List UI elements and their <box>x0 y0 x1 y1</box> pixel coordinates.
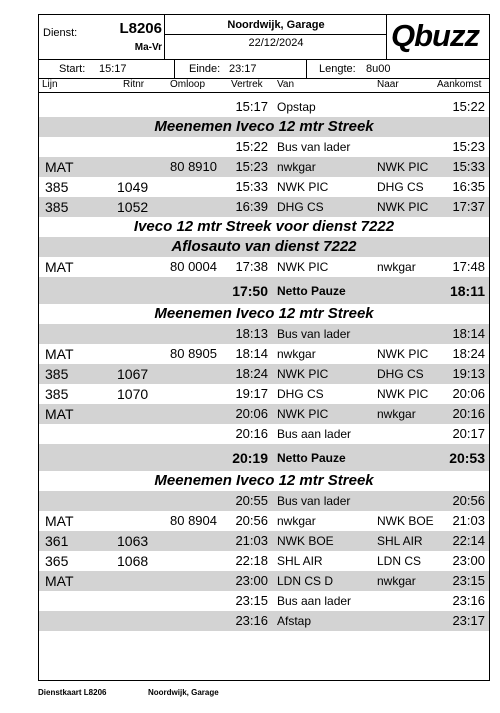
lijn-cell: MAT <box>45 259 74 275</box>
vertrek-time: 22:18 <box>235 553 268 568</box>
activity-label: Bus aan lader <box>277 427 352 441</box>
van-cell: DHG CS <box>277 387 324 401</box>
naar-cell: SHL AIR <box>377 534 423 548</box>
column-headers <box>39 79 489 92</box>
omloop-cell: 80 8905 <box>170 346 217 361</box>
aankomst-time: 18:11 <box>449 283 485 299</box>
location-name: Noordwijk, Garage <box>165 17 387 35</box>
dienst-days: Ma-Vr <box>134 42 162 53</box>
omloop-cell: 80 0004 <box>170 259 217 274</box>
col-lijn: Lijn <box>42 79 58 90</box>
vertrek-time: 15:22 <box>235 139 268 154</box>
duty-row <box>39 531 489 551</box>
aankomst-time: 17:37 <box>452 199 485 214</box>
col-ritnr: Ritnr <box>123 79 145 90</box>
aankomst-time: 16:35 <box>452 179 485 194</box>
vertrek-time: 21:03 <box>235 533 268 548</box>
van-cell: nwkgar <box>277 160 316 174</box>
duty-row <box>39 257 489 277</box>
lijn-cell: 361 <box>45 533 69 549</box>
duty-header <box>39 15 489 59</box>
omloop-cell: 80 8910 <box>170 159 217 174</box>
aankomst-time: 20:16 <box>452 406 485 421</box>
lijn-cell: 365 <box>45 553 69 569</box>
aankomst-time: 23:00 <box>452 553 485 568</box>
pause-row <box>39 444 489 471</box>
duty-row <box>39 611 489 631</box>
ritnr-cell: 1052 <box>117 199 149 215</box>
activity-label: Bus van lader <box>277 494 351 508</box>
vertrek-time: 17:38 <box>235 259 268 274</box>
duty-row <box>39 511 489 531</box>
van-cell: LDN CS D <box>277 574 334 588</box>
aankomst-time: 17:48 <box>452 259 485 274</box>
van-cell: NWK PIC <box>277 180 329 194</box>
naar-cell: NWK BOE <box>377 514 434 528</box>
times-bar <box>39 60 489 78</box>
duty-row <box>39 591 489 611</box>
lijn-cell: MAT <box>45 406 74 422</box>
duty-row <box>39 384 489 404</box>
aankomst-time: 23:15 <box>452 573 485 588</box>
aankomst-time: 15:22 <box>452 99 485 114</box>
section-title-row: Meenemen Iveco 12 mtr Streek <box>154 305 374 322</box>
vertrek-time: 15:17 <box>235 99 268 114</box>
ritnr-cell: 1070 <box>117 386 149 402</box>
van-cell: nwkgar <box>277 514 316 528</box>
col-vertrek: Vertrek <box>231 79 263 90</box>
naar-cell: DHG CS <box>377 367 424 381</box>
lijn-cell: MAT <box>45 346 74 362</box>
aankomst-time: 15:33 <box>452 159 485 174</box>
van-cell: DHG CS <box>277 200 324 214</box>
section-title-row: Iveco 12 mtr Streek voor dienst 7222 <box>133 218 395 235</box>
vertrek-time: 17:50 <box>232 283 268 299</box>
activity-label: Opstap <box>277 100 316 114</box>
vertrek-time: 23:16 <box>235 613 268 628</box>
duty-row <box>39 344 489 364</box>
duty-rows <box>39 97 489 631</box>
qbuzz-logo: Qbuzz <box>391 18 479 53</box>
aankomst-time: 20:17 <box>452 426 485 441</box>
footer-location: Noordwijk, Garage <box>148 688 219 697</box>
aankomst-time: 21:03 <box>452 513 485 528</box>
ritnr-cell: 1063 <box>117 533 149 549</box>
duty-card <box>38 14 490 681</box>
duty-row <box>39 364 489 384</box>
vertrek-time: 20:55 <box>235 493 268 508</box>
duty-row <box>39 551 489 571</box>
col-naar: Naar <box>377 79 399 90</box>
naar-cell: nwkgar <box>377 407 416 421</box>
duty-date: 22/12/2024 <box>248 37 304 49</box>
start-label: Start: <box>59 63 86 75</box>
ritnr-cell: 1067 <box>117 366 149 382</box>
section-title-row: Meenemen Iveco 12 mtr Streek <box>154 472 374 489</box>
vertrek-time: 20:16 <box>235 426 268 441</box>
vertrek-time: 23:15 <box>235 593 268 608</box>
duty-row <box>39 424 489 444</box>
aankomst-time: 18:14 <box>452 326 485 341</box>
aankomst-time: 19:13 <box>452 366 485 381</box>
duty-row <box>39 177 489 197</box>
lijn-cell: 385 <box>45 386 69 402</box>
aankomst-time: 20:53 <box>449 450 485 466</box>
divider <box>174 60 175 78</box>
einde-label: Einde: <box>189 63 221 75</box>
naar-cell: nwkgar <box>377 574 416 588</box>
lijn-cell: MAT <box>45 573 74 589</box>
vertrek-time: 20:06 <box>235 406 268 421</box>
vertrek-time: 19:17 <box>235 386 268 401</box>
divider <box>306 60 307 78</box>
pause-label: Netto Pauze <box>277 284 346 298</box>
lijn-cell: 385 <box>45 366 69 382</box>
naar-cell: DHG CS <box>377 180 424 194</box>
naar-cell: nwkgar <box>377 260 416 274</box>
aankomst-time: 20:56 <box>452 493 485 508</box>
lengte-label: Lengte: <box>319 63 356 75</box>
omloop-cell: 80 8904 <box>170 513 217 528</box>
van-cell: NWK PIC <box>277 367 329 381</box>
vertrek-time: 15:23 <box>235 159 268 174</box>
naar-cell: LDN CS <box>377 554 422 568</box>
lengte-value: 8u00 <box>366 63 391 75</box>
naar-cell: NWK PIC <box>377 200 429 214</box>
vertrek-time: 20:19 <box>232 450 268 466</box>
duty-row <box>39 491 489 511</box>
activity-label: Bus van lader <box>277 140 351 154</box>
van-cell: NWK BOE <box>277 534 334 548</box>
van-cell: SHL AIR <box>277 554 323 568</box>
location-box <box>165 15 387 59</box>
pause-label: Netto Pauze <box>277 451 346 465</box>
vertrek-time: 20:56 <box>235 513 268 528</box>
lijn-cell: MAT <box>45 159 74 175</box>
aankomst-time: 22:14 <box>452 533 485 548</box>
footer-card-id: Dienstkaart L8206 <box>38 688 107 697</box>
duty-row <box>39 324 489 344</box>
duty-row <box>39 404 489 424</box>
start-value: 15:17 <box>99 63 127 75</box>
duty-row <box>39 157 489 177</box>
vertrek-time: 23:00 <box>235 573 268 588</box>
van-cell: NWK PIC <box>277 260 329 274</box>
vertrek-time: 16:39 <box>235 199 268 214</box>
col-van: Van <box>277 79 295 90</box>
aankomst-time: 15:23 <box>452 139 485 154</box>
vertrek-time: 18:24 <box>235 366 268 381</box>
naar-cell: NWK PIC <box>377 347 429 361</box>
activity-label: Afstap <box>277 614 312 628</box>
vertrek-time: 15:33 <box>235 179 268 194</box>
aankomst-time: 23:17 <box>452 613 485 628</box>
vertrek-time: 18:13 <box>235 326 268 341</box>
naar-cell: NWK PIC <box>377 160 429 174</box>
col-aankomst: Aankomst <box>437 79 482 90</box>
ritnr-cell: 1049 <box>117 179 149 195</box>
dienst-label: Dienst: <box>43 27 78 39</box>
pause-row <box>39 277 489 304</box>
naar-cell: NWK PIC <box>377 387 429 401</box>
divider <box>39 92 489 93</box>
activity-label: Bus aan lader <box>277 594 352 608</box>
lijn-cell: 385 <box>45 199 69 215</box>
duty-row <box>39 197 489 217</box>
dienst-box <box>39 15 165 59</box>
dienst-code: L8206 <box>119 20 162 37</box>
duty-row <box>39 571 489 591</box>
vertrek-time: 18:14 <box>235 346 268 361</box>
section-title-row: Aflosauto van dienst 7222 <box>39 237 489 257</box>
van-cell: nwkgar <box>277 347 316 361</box>
aankomst-time: 18:24 <box>452 346 485 361</box>
duty-row <box>39 137 489 157</box>
activity-label: Bus van lader <box>277 327 351 341</box>
ritnr-cell: 1068 <box>117 553 149 569</box>
van-cell: NWK PIC <box>277 407 329 421</box>
aankomst-time: 20:06 <box>452 386 485 401</box>
lijn-cell: MAT <box>45 513 74 529</box>
section-title-row: Meenemen Iveco 12 mtr Streek <box>39 117 489 137</box>
einde-value: 23:17 <box>229 63 257 75</box>
col-omloop: Omloop <box>170 79 206 90</box>
duty-row <box>39 97 489 117</box>
lijn-cell: 385 <box>45 179 69 195</box>
aankomst-time: 23:16 <box>452 593 485 608</box>
